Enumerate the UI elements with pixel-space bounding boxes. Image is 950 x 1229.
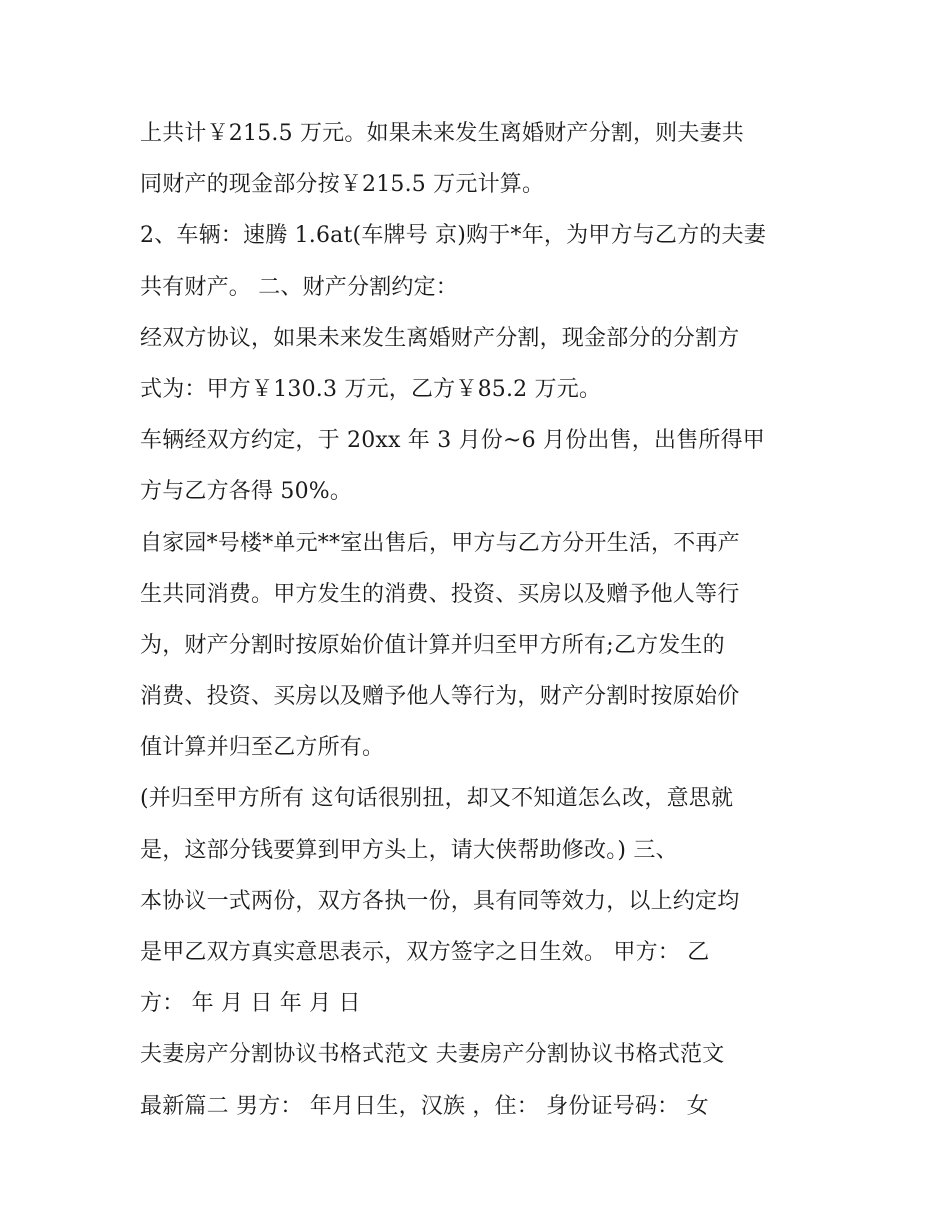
text-line: 车辆经双方约定，于 20xx 年 3 月份~6 月份出售，出售所得甲 [140, 428, 766, 454]
text-line: 消费、投资、买房以及赠予他人等行为，财产分割时按原始价 [140, 684, 740, 710]
text-line: 式为：甲方￥130.3 万元，乙方￥85.2 万元。 [140, 376, 602, 402]
text-line: 是甲乙双方真实意思表示，双方签字之日生效。 甲方： 乙 [140, 940, 710, 965]
text-line: 共有财产。 二、财产分割约定： [140, 274, 458, 300]
document-body [140, 108, 820, 1132]
text-line: 生共同消费。甲方发生的消费、投资、买房以及赠予他人等行 [140, 581, 740, 607]
text-line: 是，这部分钱要算到甲方头上，请大侠帮助修改。) 三、 [140, 837, 678, 863]
text-line: 上共计￥215.5 万元。如果未来发生离婚财产分割，则夫妻共 [140, 121, 744, 146]
text-line: 经双方协议，如果未来发生离婚财产分割，现金部分的分割方 [140, 325, 740, 351]
text-line: 值计算并归至乙方所有。 [140, 735, 385, 761]
text-line: 2、车辆：速腾 1.6at(车牌号 京)购于*年，为甲方与乙方的夫妻 [140, 223, 766, 249]
text-line: 本协议一式两份，双方各执一份，具有同等效力，以上约定均 [140, 888, 740, 914]
text-line: 夫妻房产分割协议书格式范文 夫妻房产分割协议书格式范文 [140, 1042, 725, 1068]
text-line: 最新篇二 男方： 年月日生，汉族 ，住： 身份证号码： 女 [140, 1093, 709, 1119]
text-line: 方： 年 月 日 年 月 日 [140, 991, 361, 1017]
text-line: (并归至甲方所有 这句话很别扭，却又不知道怎么改，意思就 [140, 786, 734, 812]
text-line: 方与乙方各得 50%。 [140, 479, 353, 505]
text-line: 同财产的现金部分按￥215.5 万元计算。 [140, 172, 545, 198]
text-line: 为，财产分割时按原始价值计算并归至甲方所有;乙方发生的 [140, 632, 725, 658]
text-line: 自家园*号楼*单元**室出售后，甲方与乙方分开生活，不再产 [140, 530, 740, 556]
